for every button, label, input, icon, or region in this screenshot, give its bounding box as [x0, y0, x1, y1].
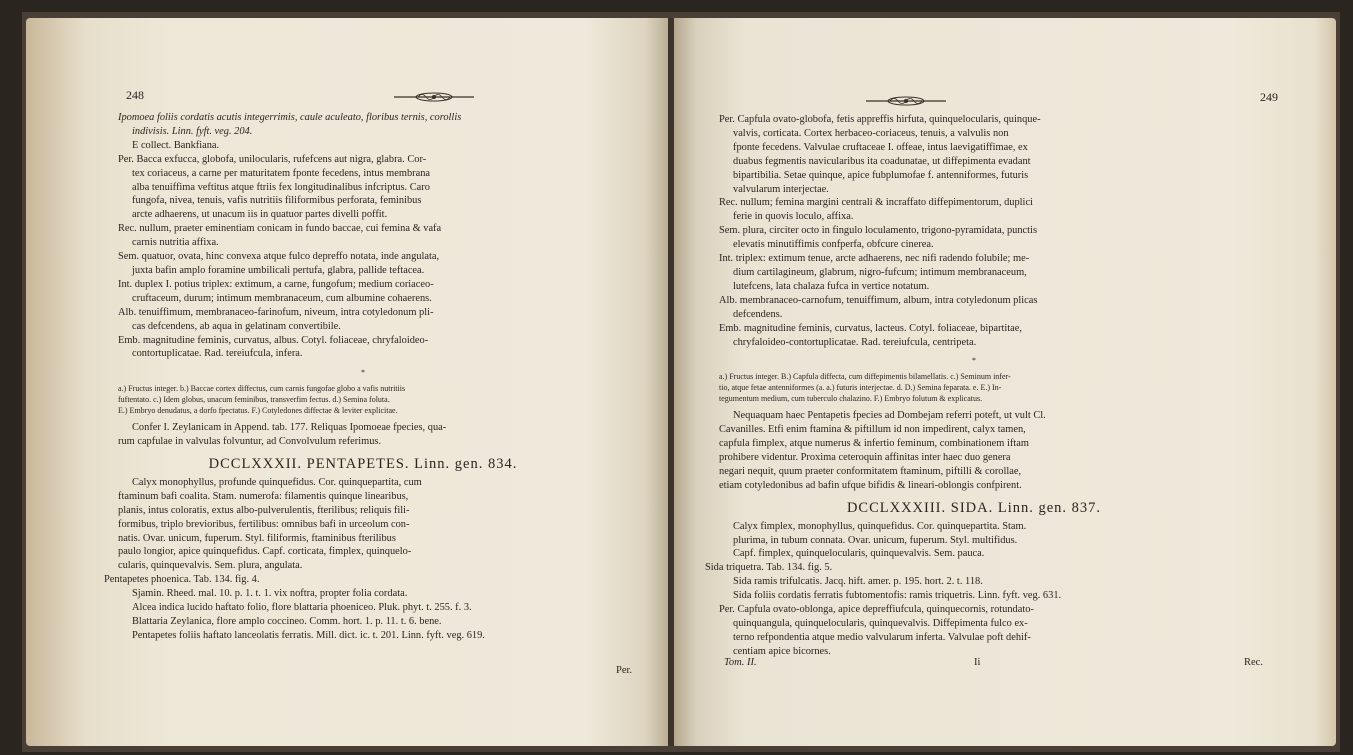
- sida-genus-description: [719, 521, 1229, 562]
- text-line: elevatis minutiffimis confperfa, obfcure cinerea.: [733, 239, 934, 251]
- pentapetes-genus-description: [118, 477, 608, 573]
- text-line: natis. Ovar. unicum, fuperum. Styl. filiformis, ftaminibus fterilibus: [118, 532, 396, 544]
- right-page-number: 249: [1260, 90, 1278, 104]
- text-line: prohibere videntur. Proxima ceteroquin affinitas inter haec duo genera: [719, 452, 1011, 464]
- footnote-line: a.) Fructus integer. b.) Baccae cortex diffectus, cum carnis fungofae globo a vafis nutritiis: [118, 384, 406, 394]
- text-line: contortuplicatae. Rad. tereiufcula, infera.: [132, 348, 303, 360]
- footnote-line: tegumentum medium, cum tuberculo chalazino. F.) Embryo folutum & explicatus.: [719, 394, 983, 404]
- species-line: quinquangula, quinquelocularis, quinquevalvis. Diffepimenta fulco ex-: [733, 618, 1028, 629]
- species-line: Blattaria Zeylanica, flore amplo coccineo. Comm. hort. 1. p. 11. t. 6. bene.: [132, 616, 442, 627]
- species-line: Pentapetes foliis haftato lanceolatis ferratis. Mill. dict. ic. t. 201. Linn. fyft. veg. 619.: [132, 629, 485, 641]
- left-description: [118, 112, 608, 361]
- text-line: capfula fimplex, atque numerus & infertio feminum, combinationem iftam: [719, 438, 1029, 450]
- signature-tome: Tom. II.: [724, 657, 757, 668]
- pentapetes-species-list: [26, 574, 608, 643]
- text-line: Calyx fimplex, monophyllus, quinquefidus. Cor. quinquepartita. Stam.: [733, 520, 1027, 532]
- species-line: centiam apice bicornes.: [733, 645, 831, 657]
- text-line: fungofa, nivea, tenuis, vafis nutritiis filiformibus perforata, feminibus: [132, 195, 422, 207]
- text-line: ferie in quovis loculo, affixa.: [733, 211, 854, 223]
- text-line: fponte fecedens. Valvulae cruftaceae I. offeae, intus laevigatiffimae, ex: [733, 141, 1028, 153]
- footnote-star: *: [972, 356, 976, 366]
- text-line: ftaminum bafi coalita. Stam. numerofa: filamentis quinque linearibus,: [118, 490, 409, 502]
- text-line: Ipomoea foliis cordatis acutis integerrimis, caule aculeato, floribus ternis, corollis: [118, 112, 462, 123]
- signature-mark: Ii: [974, 657, 981, 668]
- text-line: dium cartilagineum, glabrum, nigro-fufcum; intimum membranaceum,: [733, 266, 1027, 278]
- footnote-line: tio, atque fetae antenniformes (a. a.) futuris interjectae. d. D.) Semina feparata. e. E.) In-: [719, 383, 1002, 393]
- footnote-line: E.) Embryo denudatus, a dorfo fpectatus. F.) Cotyledones diffectae & leviter explicitae.: [118, 406, 398, 416]
- species-line: Sida ramis trifulcatis. Jacq. hift. amer. p. 195. hort. 2. t. 118.: [733, 576, 983, 588]
- left-page: [26, 18, 670, 746]
- species-line: Sida triquetra. Tab. 134. fig. 5.: [705, 562, 833, 574]
- text-line: Int. triplex: extimum tenue, arcte adhaerens, nec nifi radendo folubile; me-: [719, 253, 1030, 265]
- pentapetes-genus-heading: DCCLXXXII. PENTAPETES. Linn. gen. 834.: [208, 456, 518, 473]
- text-line: carnis nutritia affixa.: [132, 237, 219, 249]
- text-line: arcte adhaerens, ut unacum iis in quatuor partes divelli poffit.: [132, 209, 388, 221]
- text-line: Alb. tenuiffimum, membranaceo-farinofum, niveum, intra cotyledonum pli-: [118, 306, 434, 318]
- text-line: alba tenuiffima veftitus atque ftriis fex longitudinalibus infcriptus. Caro: [132, 181, 430, 193]
- text-line: Rec. nullum, praeter eminentiam conicam in fundo baccae, cui femina & vafa: [118, 223, 442, 235]
- left-page-number: 248: [126, 88, 144, 102]
- sida-species-list: [705, 562, 1229, 658]
- text-line: indivisis. Linn. fyft. veg. 204.: [132, 125, 253, 137]
- text-line: Per. Bacca exfucca, globofa, unilocularis, rufefcens aut nigra, glabra. Cor-: [118, 153, 427, 165]
- right-catchword: Rec.: [1244, 657, 1263, 668]
- footnote-line: fuftentato. c.) Idem globus, unacum feminibus, transverfim fectus. d.) Semina foluta.: [118, 395, 390, 405]
- species-line: Pentapetes phoenica. Tab. 134. fig. 4.: [104, 574, 260, 586]
- species-line: Sjamin. Rheed. mal. 10. p. 1. t. 1. vix noftra, propter folia cordata.: [132, 588, 408, 600]
- text-line: Sem. plura, circiter octo in fingulo loculamento, trigono-pyramidata, punctis: [719, 225, 1037, 237]
- text-line: Int. duplex I. potius triplex: extimum, a carne, fungofum; medium coriaceo-: [118, 278, 434, 290]
- text-line: plurima, in tubum connata. Ovar. unicum, fuperum. Styl. multifidus.: [733, 534, 1018, 546]
- right-description: [719, 114, 1229, 349]
- sida-genus-heading: DCCLXXXIII. SIDA. Linn. gen. 837.: [846, 499, 1102, 516]
- text-line: Emb. magnitudine feminis, curvatus, albus. Cotyl. foliaceae, chryfaloideo-: [118, 334, 429, 346]
- text-line: juxta bafin amplo foramine umbilicali pertufa, glabra, pallide teftacea.: [132, 264, 425, 276]
- text-line: Calyx monophyllus, profunde quinquefidus. Cor. quinquepartita, cum: [132, 476, 422, 488]
- book-spread: [22, 12, 1340, 752]
- right-page: [674, 18, 1336, 746]
- species-line: Per. Capfula ovato-oblonga, apice depreffiufcula, quinquecornis, rotundato-: [719, 604, 1034, 616]
- right-footnote: [719, 372, 1229, 404]
- text-line: Nequaquam haec Pentapetis fpecies ad Dombejam referri poteft, ut vult Cl.: [733, 410, 1046, 422]
- right-nequaquam-paragraph: [719, 410, 1229, 492]
- text-line: paulo longior, apice quinquefidus. Capf. corticata, fimplex, quinquelo-: [118, 546, 412, 558]
- text-line: defcendens.: [733, 308, 783, 320]
- text-line: valvularum interjectae.: [733, 183, 829, 195]
- left-confer-paragraph: [118, 422, 608, 449]
- text-line: rum capfulae in valvulas folvuntur, ad Convolvulum referimus.: [118, 436, 382, 448]
- left-footnote: [118, 384, 608, 416]
- text-line: E collect. Bankfiana.: [132, 139, 220, 151]
- text-line: bipartibilia. Setae quinque, apice fubplumofae f. antenniformes, futuris: [733, 169, 1029, 181]
- left-column: [104, 112, 608, 644]
- text-line: planis, intus coloratis, extus albo-pulverulentis, fterilibus; reliquis fili-: [118, 504, 410, 516]
- footnote-star: *: [361, 368, 365, 378]
- text-line: tex coriaceus, a carne per maturitatem fponte fecedens, intus membrana: [132, 167, 431, 179]
- text-line: Sem. quatuor, ovata, hinc convexa atque fulco depreffo notata, inde angulata,: [118, 251, 440, 263]
- text-line: duabus fegmentis navicularibus ita coadunatae, ut diffepimenta evadant: [733, 155, 1031, 167]
- text-line: Rec. nullum; femina margini centrali & incraffato diffepimentorum, duplici: [719, 197, 1033, 209]
- species-line: terno refpondentia atque medio valvularum inferta. Valvulae poft dehif-: [733, 631, 1031, 643]
- text-line: Per. Capfula ovato-globofa, fetis appreffis hirfuta, quinquelocularis, quinque-: [719, 114, 1041, 125]
- left-header-ornament: [394, 90, 474, 102]
- text-line: formibus, triplo brevioribus, fertilibus: omnibus bafi in urceolum con-: [118, 518, 410, 530]
- text-line: negari nequit, quum praeter conformitatem ftaminum, piftilli & corollae,: [719, 465, 1022, 477]
- text-line: etiam cotyledonibus ad bafin ufque bifidis & lineari-oblongis confpirent.: [719, 479, 1022, 491]
- text-line: Emb. magnitudine feminis, curvatus, lacteus. Cotyl. foliaceae, bipartitae,: [719, 322, 1022, 334]
- text-line: chryfaloideo-contortuplicatae. Rad. tereiufcula, centripeta.: [733, 336, 977, 348]
- left-catchword: Per.: [616, 665, 633, 676]
- text-line: cas defcendens, ab aqua in gelatinam convertibile.: [132, 320, 341, 332]
- species-line: Alcea indica lucido haftato folio, flore blattaria phoeniceo. Pluk. phyt. t. 255. f. 3.: [132, 602, 472, 614]
- text-line: lutefcens, lata chalaza fufca in vertice notatum.: [733, 280, 930, 292]
- right-column: [705, 114, 1229, 660]
- right-header-ornament: [866, 94, 946, 106]
- text-line: Alb. membranaceo-carnofum, tenuiffimum, album, intra cotyledonum plicas: [719, 294, 1038, 306]
- text-line: Confer I. Zeylanicam in Append. tab. 177. Reliquas Ipomoeae fpecies, qua-: [132, 422, 447, 434]
- footnote-line: a.) Fructus integer. B.) Capfula diffecta, cum diffepimentis bilamellatis. c.) Seminum infer-: [719, 372, 1011, 382]
- text-line: cruftaceum, durum; intimum membranaceum, cum albumine cohaerens.: [132, 292, 432, 304]
- text-line: valvis, corticata. Cortex herbaceo-coriaceus, tenuis, a valvulis non: [733, 127, 1009, 139]
- text-line: cularis, quinquevalvis. Sem. plura, angulata.: [118, 560, 303, 572]
- species-line: Sida foliis cordatis ferratis fubtomentofis: ramis triquetris. Linn. fyft. veg. 631.: [733, 590, 1062, 602]
- text-line: Capf. fimplex, quinquelocularis, quinquevalvis. Sem. pauca.: [733, 548, 985, 560]
- text-line: Cavanilles. Etfi enim ftamina & piftillum id non impedirent, calyx tamen,: [719, 424, 1026, 436]
